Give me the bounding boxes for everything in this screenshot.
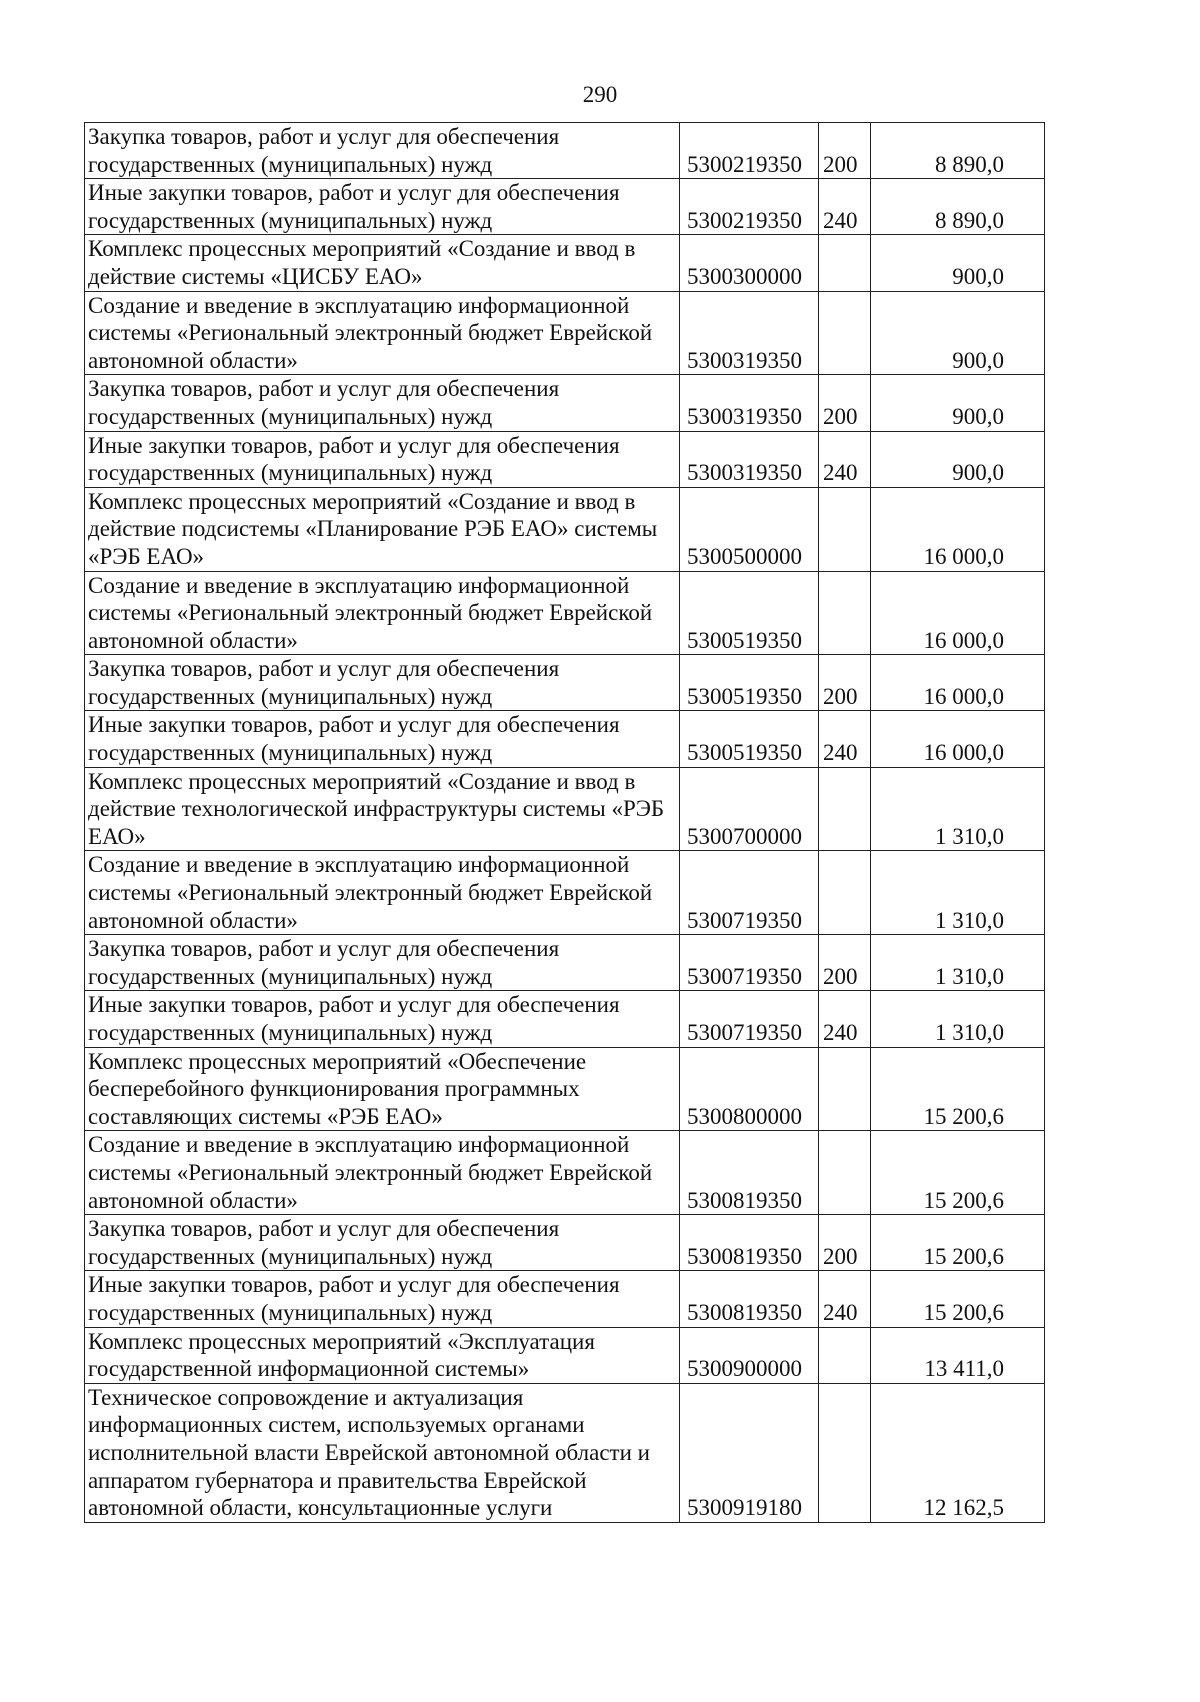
row-code-cell: 5300500000 — [680, 487, 819, 571]
row-expense-type-cell — [819, 1047, 871, 1131]
row-code-cell: 5300819350 — [680, 1271, 819, 1327]
table-row — [85, 235, 1045, 291]
table-row — [85, 431, 1045, 487]
row-name-cell: Комплекс процессных мероприятий «Создание и ввод в действие подсистемы «Планирование РЭБ ЕАО» системы «РЭБ ЕАО» — [85, 487, 680, 571]
row-code-cell: 5300519350 — [680, 655, 819, 711]
row-amount-cell: 16 000,0 — [871, 655, 1045, 711]
row-name-cell: Закупка товаров, работ и услуг для обеспечения государственных (муниципальных) нужд — [85, 375, 680, 431]
table-row — [85, 1271, 1045, 1327]
row-amount-cell: 900,0 — [871, 291, 1045, 375]
row-code-cell: 5300700000 — [680, 767, 819, 851]
row-name-cell: Иные закупки товаров, работ и услуг для обеспечения государственных (муниципальных) нужд — [85, 179, 680, 235]
row-amount-cell: 1 310,0 — [871, 935, 1045, 991]
row-amount-cell: 8 890,0 — [871, 123, 1045, 179]
row-expense-type-cell: 200 — [819, 123, 871, 179]
row-expense-type-cell — [819, 571, 871, 655]
row-name-cell: Иные закупки товаров, работ и услуг для обеспечения государственных (муниципальных) нужд — [85, 991, 680, 1047]
row-amount-cell: 15 200,6 — [871, 1271, 1045, 1327]
table-row — [85, 179, 1045, 235]
row-code-cell: 5300519350 — [680, 711, 819, 767]
table-row — [85, 571, 1045, 655]
row-amount-cell: 900,0 — [871, 431, 1045, 487]
table-row — [85, 487, 1045, 571]
row-amount-cell: 16 000,0 — [871, 711, 1045, 767]
row-code-cell: 5300319350 — [680, 375, 819, 431]
table-row — [85, 123, 1045, 179]
budget-table-body — [85, 123, 1045, 1523]
table-row — [85, 767, 1045, 851]
table-row — [85, 1047, 1045, 1131]
row-amount-cell: 900,0 — [871, 235, 1045, 291]
row-name-cell: Создание и введение в эксплуатацию информационной системы «Региональный электронный бюджет Еврейской автономной области» — [85, 1131, 680, 1215]
row-code-cell: 5300319350 — [680, 431, 819, 487]
row-expense-type-cell: 240 — [819, 179, 871, 235]
row-name-cell: Иные закупки товаров, работ и услуг для обеспечения государственных (муниципальных) нужд — [85, 711, 680, 767]
row-amount-cell: 1 310,0 — [871, 991, 1045, 1047]
row-amount-cell: 1 310,0 — [871, 851, 1045, 935]
row-expense-type-cell: 200 — [819, 935, 871, 991]
row-amount-cell: 15 200,6 — [871, 1047, 1045, 1131]
table-row — [85, 291, 1045, 375]
row-name-cell: Закупка товаров, работ и услуг для обеспечения государственных (муниципальных) нужд — [85, 655, 680, 711]
row-expense-type-cell — [819, 291, 871, 375]
row-amount-cell: 15 200,6 — [871, 1215, 1045, 1271]
row-expense-type-cell: 240 — [819, 991, 871, 1047]
row-code-cell: 5300819350 — [680, 1215, 819, 1271]
row-expense-type-cell — [819, 851, 871, 935]
row-expense-type-cell: 240 — [819, 711, 871, 767]
row-code-cell: 5300719350 — [680, 935, 819, 991]
table-row — [85, 851, 1045, 935]
row-code-cell: 5300819350 — [680, 1131, 819, 1215]
row-name-cell: Создание и введение в эксплуатацию информационной системы «Региональный электронный бюджет Еврейской автономной области» — [85, 851, 680, 935]
row-name-cell: Комплекс процессных мероприятий «Обеспечение бесперебойного функционирования программных составляющих системы «РЭБ ЕАО» — [85, 1047, 680, 1131]
row-name-cell: Создание и введение в эксплуатацию информационной системы «Региональный электронный бюджет Еврейской автономной области» — [85, 571, 680, 655]
row-amount-cell: 8 890,0 — [871, 179, 1045, 235]
row-expense-type-cell — [819, 235, 871, 291]
row-amount-cell: 16 000,0 — [871, 571, 1045, 655]
row-code-cell: 5300219350 — [680, 179, 819, 235]
budget-table — [84, 122, 1045, 1523]
row-code-cell: 5300219350 — [680, 123, 819, 179]
row-code-cell: 5300919180 — [680, 1383, 819, 1522]
row-amount-cell: 900,0 — [871, 375, 1045, 431]
row-name-cell: Техническое сопровождение и актуализация информационных систем, используемых органами исполнительной власти Еврейской автономной области и аппаратом губернатора и правительства Еврейской автономной области, консультационные услуги — [85, 1383, 680, 1522]
row-name-cell: Комплекс процессных мероприятий «Создание и ввод в действие системы «ЦИСБУ ЕАО» — [85, 235, 680, 291]
row-amount-cell: 16 000,0 — [871, 487, 1045, 571]
row-expense-type-cell: 240 — [819, 431, 871, 487]
table-row — [85, 1215, 1045, 1271]
row-code-cell: 5300300000 — [680, 235, 819, 291]
table-row — [85, 375, 1045, 431]
row-expense-type-cell — [819, 1131, 871, 1215]
row-name-cell: Закупка товаров, работ и услуг для обеспечения государственных (муниципальных) нужд — [85, 1215, 680, 1271]
row-amount-cell: 13 411,0 — [871, 1327, 1045, 1383]
row-name-cell: Комплекс процессных мероприятий «Эксплуатация государственной информационной системы» — [85, 1327, 680, 1383]
row-expense-type-cell — [819, 767, 871, 851]
row-name-cell: Иные закупки товаров, работ и услуг для обеспечения государственных (муниципальных) нужд — [85, 431, 680, 487]
row-name-cell: Закупка товаров, работ и услуг для обеспечения государственных (муниципальных) нужд — [85, 123, 680, 179]
table-row — [85, 935, 1045, 991]
row-code-cell: 5300319350 — [680, 291, 819, 375]
row-expense-type-cell — [819, 1383, 871, 1522]
row-expense-type-cell: 200 — [819, 375, 871, 431]
row-amount-cell: 1 310,0 — [871, 767, 1045, 851]
row-expense-type-cell — [819, 1327, 871, 1383]
table-row — [85, 1327, 1045, 1383]
row-amount-cell: 12 162,5 — [871, 1383, 1045, 1522]
row-expense-type-cell — [819, 487, 871, 571]
row-code-cell: 5300900000 — [680, 1327, 819, 1383]
table-row — [85, 1131, 1045, 1215]
row-expense-type-cell: 200 — [819, 1215, 871, 1271]
table-row — [85, 655, 1045, 711]
page-number: 290 — [582, 82, 618, 107]
row-name-cell: Создание и введение в эксплуатацию информационной системы «Региональный электронный бюджет Еврейской автономной области» — [85, 291, 680, 375]
row-name-cell: Закупка товаров, работ и услуг для обеспечения государственных (муниципальных) нужд — [85, 935, 680, 991]
table-row — [85, 991, 1045, 1047]
row-code-cell: 5300719350 — [680, 991, 819, 1047]
row-expense-type-cell: 240 — [819, 1271, 871, 1327]
row-code-cell: 5300800000 — [680, 1047, 819, 1131]
table-row — [85, 711, 1045, 767]
row-amount-cell: 15 200,6 — [871, 1131, 1045, 1215]
row-name-cell: Комплекс процессных мероприятий «Создание и ввод в действие технологической инфраструктуры системы «РЭБ ЕАО» — [85, 767, 680, 851]
row-code-cell: 5300719350 — [680, 851, 819, 935]
table-row — [85, 1383, 1045, 1522]
row-name-cell: Иные закупки товаров, работ и услуг для обеспечения государственных (муниципальных) нужд — [85, 1271, 680, 1327]
row-code-cell: 5300519350 — [680, 571, 819, 655]
row-expense-type-cell: 200 — [819, 655, 871, 711]
